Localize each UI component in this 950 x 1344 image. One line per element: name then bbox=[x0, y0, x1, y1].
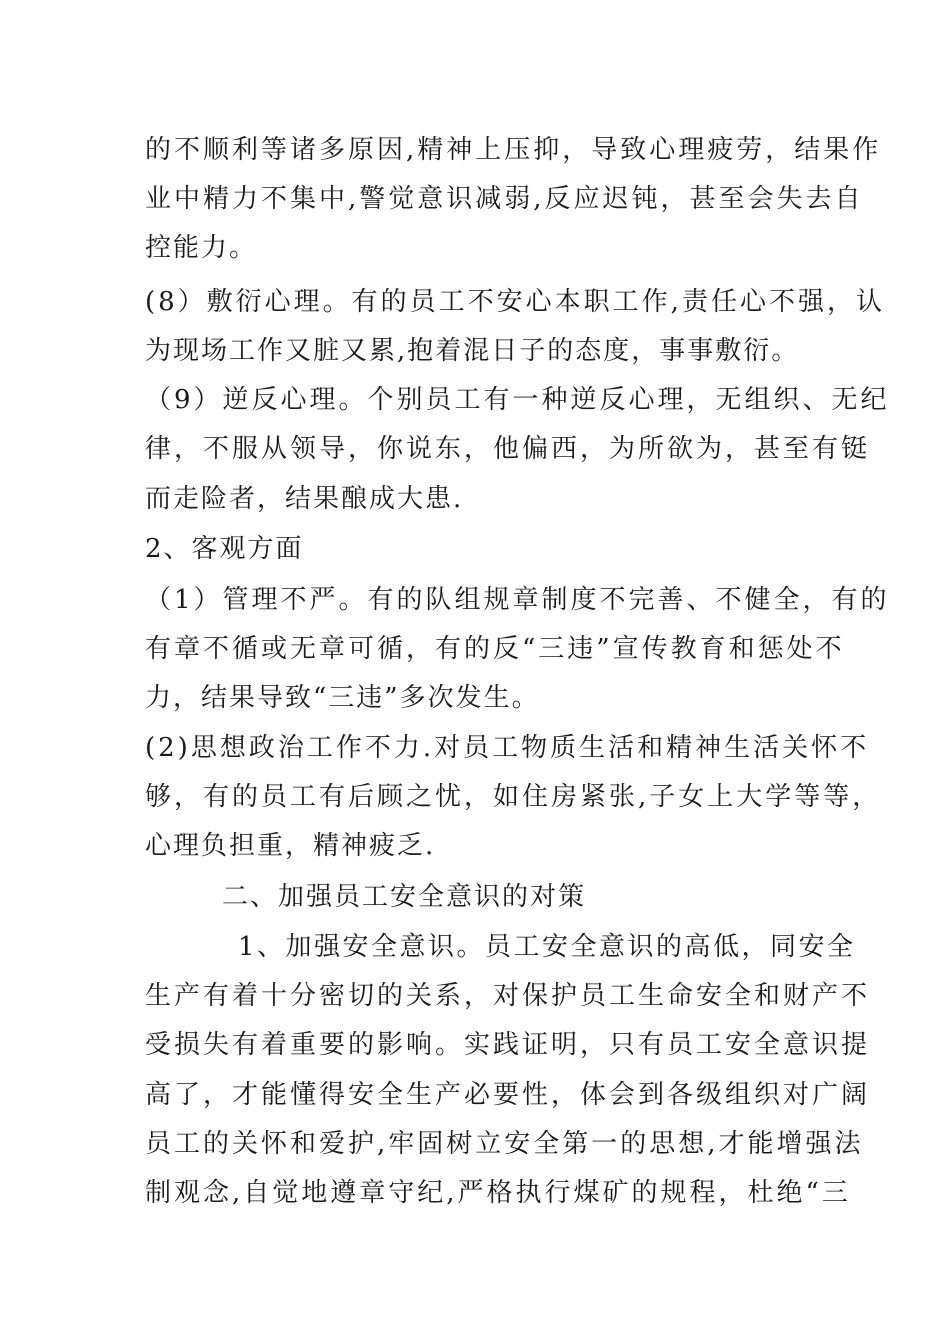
text-line: 有章不循或无章可循，有的反“三违”宣传教育和惩处不 bbox=[145, 634, 845, 664]
text-line: 生产有着十分密切的关系，对保护员工生命安全和财产不 bbox=[145, 981, 871, 1011]
text-line: 1、加强安全意识。员工安全意识的高低，同安全 bbox=[238, 932, 856, 962]
text-line: 员工的关怀和爱护,牢固树立安全第一的思想,才能增强法 bbox=[145, 1129, 864, 1159]
text-line: 的不顺利等诸多原因,精神上压抑，导致心理疲劳，结果作 bbox=[145, 135, 882, 165]
text-line: （9）逆反心理。个别员工有一种逆反心理，无组织、无纪 bbox=[145, 385, 890, 415]
text-line: 高了，才能懂得安全生产必要性，体会到各级组织对广阔 bbox=[145, 1080, 871, 1110]
text-line: (8）敷衍心理。有的员工不安心本职工作,责任心不强，认 bbox=[145, 287, 885, 317]
text-line: 为现场工作又脏又累,抱着混日子的态度，事事敷衍。 bbox=[145, 336, 800, 366]
section-heading: 2、客观方面 bbox=[145, 534, 304, 564]
text-line: （1）管理不严。有的队组规章制度不完善、不健全，有的 bbox=[145, 585, 890, 615]
text-line: (2)思想政治工作不力.对员工物质生活和精神生活关怀不 bbox=[145, 733, 870, 763]
text-line: 力，结果导致“三违”多次发生。 bbox=[145, 683, 540, 713]
text-line: 控能力。 bbox=[145, 233, 258, 263]
text-line: 而走险者，结果酿成大患. bbox=[145, 484, 464, 514]
chapter-heading: 二、加强员工安全意识的对策 bbox=[222, 882, 587, 912]
text-line: 律，不服从领导，你说东，他偏西，为所欲为，甚至有铤 bbox=[145, 434, 871, 464]
text-line: 够，有的员工有后顾之忧，如住房紧张,子女上大学等等， bbox=[145, 782, 882, 812]
text-line: 制观念,自觉地遵章守纪,严格执行煤矿的规程，杜绝“三 bbox=[145, 1178, 851, 1208]
text-line: 业中精力不集中,警觉意识减弱,反应迟钝，甚至会失去自 bbox=[145, 184, 864, 214]
text-line: 心理负担重，精神疲乏. bbox=[145, 831, 436, 861]
text-line: 受损失有着重要的影响。实践证明，只有员工安全意识提 bbox=[145, 1030, 871, 1060]
